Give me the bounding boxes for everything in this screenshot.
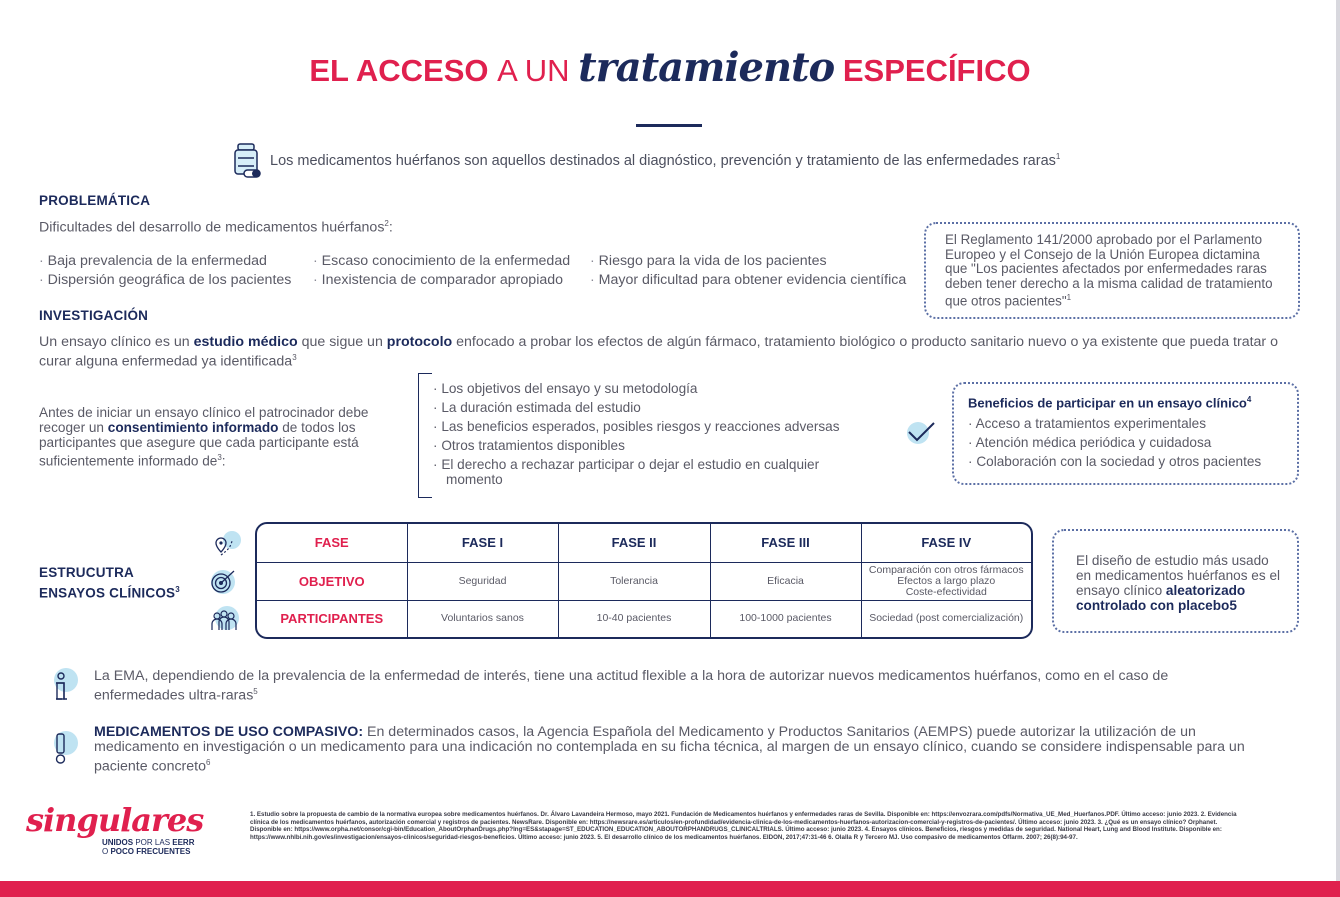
consentimiento-intro <box>39 405 399 469</box>
beneficios-heading <box>968 395 1297 410</box>
consent-ref: 3 <box>217 453 222 462</box>
diseno-text-bold: aleatorizado controlado con placebo5 <box>1076 583 1246 613</box>
title-part-3: tratamiento <box>578 44 835 91</box>
row-label-objetivo: OBJETIVO <box>257 562 407 600</box>
target-icon <box>207 568 241 598</box>
table-cell: 100-1000 pacientes <box>710 600 861 637</box>
investigacion-definition <box>39 335 1301 370</box>
def-ref: 3 <box>292 353 297 362</box>
group-people-icon <box>207 604 241 634</box>
intro-ref: 1 <box>1055 152 1061 161</box>
problematica-col-3 <box>590 252 906 290</box>
beneficios-heading-text: Beneficios de participar en un ensayo clínico <box>968 395 1247 411</box>
consent-item-text: El derecho a rechazar participar o dejar el estudio en cualquier momento <box>441 457 820 487</box>
list-item: · La duración estimada del estudio <box>433 400 641 415</box>
estructura-label <box>39 564 180 602</box>
list-item: · Riesgo para la vida de los pacientes <box>590 252 906 271</box>
list-item: · Baja prevalencia de la enfermedad <box>39 252 291 271</box>
reglamento-quote: El Reglamento 141/2000 aprobado por el Parlamento Europeo y el Consejo de la Unión Europea dictamina que "Los pacientes afectados por enfermedades raras deben tener derecho a la misma calidad de tratamiento que otros pacientes" <box>945 232 1273 309</box>
reglamento-box <box>924 222 1300 319</box>
consent-item-text: Los objetivos del ensayo y su metodología <box>441 381 698 396</box>
info-icon <box>46 667 80 705</box>
references-footnote: 1. Estudio sobre la propuesta de cambio de la normativa europea sobre medicamentos huérfanos. Dr. Álvaro Lavandeira Hermoso, mayo 2021. Fundación de Medicamentos huérfanos y enfermedades raras de Sevilla. Disponible en: https://envozrara.com/pdfs/Normativa_UE_Med_Huerfanos.PDF. Último acceso: junio 2023. 2. Evidencia clínica de los medicamentos huérfanos, autorización comercial y registros de pacientes. NewsRare. Disponible en: https://newsrare.es/articulos/en-profundidad/evidencia-clinica-de-los-medicamentos-huerfanos-autorizacion-comercial-y-registros-de-pacientes/. Último acceso: junio 2023. 3. ¿Qué es un ensayo clínico? Orphanet. Disponible en: https://www.orpha.net/consor/cgi-bin/Education_AboutOrphanDrugs.php?lng=ES&stapage=ST_EDUCATION_EDUCATION_ABOUTORPHANDRUGS_CLINICALTRIALS. Último acceso: junio 2023. 4. Ensayos clínicos. Beneficios, riesgos y medidas de seguridad. National Heart, Lung and Blood Institute. Disponible en: https://www.nhlbi.nih.gov/es/investigacion/ensayos-clinicos/seguridad-riesgos-beneficios. Último acceso: junio 2023. 5. El desarrollo clínico de los medicamentos huérfanos. EIDON, 2017;47:31-46 6. Olalla R y Tercero MJ. Uso compasivo de medicamentos Offarm. 2007; 26(8):94-97. <box>250 811 1237 841</box>
page-edge <box>1336 0 1340 881</box>
problematica-heading: PROBLEMÁTICA <box>39 193 151 208</box>
list-item: · El derecho a rechazar participar o dejar el estudio en cualquier momento <box>433 457 820 487</box>
problematica-subtitle <box>39 219 393 236</box>
beneficio-text: Atención médica periódica y cuidadosa <box>975 435 1212 451</box>
logo-wordmark: singulares <box>26 801 204 839</box>
reglamento-ref: 1 <box>1066 293 1072 303</box>
def-estudio-medico: estudio médico <box>193 334 298 350</box>
problematica-col-1 <box>39 252 291 290</box>
reglamento-text <box>945 233 1284 309</box>
title-part-2: A UN <box>497 53 570 88</box>
list-item: · Atención médica periódica y cuidadosa <box>968 435 1212 451</box>
row-label-participantes: PARTICIPANTES <box>257 600 407 637</box>
consent-bracket <box>418 373 432 498</box>
logo-por-las: POR LAS <box>133 838 173 847</box>
logo-tagline-1 <box>102 838 226 847</box>
table-row <box>257 524 1031 562</box>
estructura-label-line2 <box>39 581 180 602</box>
def-part-e: enfocado a probar los efectos de algún fármaco, tratamiento biológico o producto sanitario nuevo o ya existente que pueda tratar o curar alguna enfermedad ya identificada <box>39 334 1278 370</box>
investigacion-heading: INVESTIGACIÓN <box>39 308 149 323</box>
singulares-logo <box>26 802 226 856</box>
estructura-ref: 3 <box>175 585 180 594</box>
beneficios-ref: 4 <box>1246 395 1252 404</box>
logo-poco-frecuentes: POCO FRECUENTES <box>110 847 191 856</box>
def-part-c: que sigue un <box>297 334 387 350</box>
table-header-cell: FASE IV <box>861 524 1031 562</box>
fase4-objetivo-line: Efectos a largo plazo <box>897 574 996 587</box>
list-item: · Colaboración con la sociedad y otros pacientes <box>968 454 1262 470</box>
compasivo-ref: 6 <box>206 758 211 767</box>
pill-bottle-icon <box>232 142 262 180</box>
fase4-objetivo-line: Comparación con otros fármacos <box>868 563 1024 576</box>
beneficios-box <box>952 382 1299 485</box>
consent-item-text: La duración estimada del estudio <box>441 400 641 415</box>
table-row <box>257 562 1031 600</box>
def-protocolo: protocolo <box>386 334 453 350</box>
compasivo-text <box>94 725 1254 775</box>
table-cell: Sociedad (post comercialización) <box>861 600 1031 637</box>
estructura-label-line1: ESTRUCUTRA <box>39 565 134 580</box>
checkmark-icon <box>905 419 937 447</box>
intro-text <box>270 152 1060 169</box>
list-item: · Los objetivos del ensayo y su metodología <box>433 381 698 396</box>
beneficio-text: Acceso a tratamientos experimentales <box>975 416 1207 432</box>
table-cell: 10-40 pacientes <box>558 600 710 637</box>
list-item: · Escaso conocimiento de la enfermedad <box>313 252 570 271</box>
consent-bold: consentimiento informado <box>107 420 279 435</box>
exclamation-icon <box>46 730 80 768</box>
logo-o: O <box>102 847 111 856</box>
beneficio-text: Colaboración con la sociedad y otros pacientes <box>976 454 1262 470</box>
intro-sentence: Los medicamentos huérfanos son aquellos destinados al diagnóstico, prevención y tratamiento de las enfermedades raras <box>270 152 1056 169</box>
list-item: · Mayor dificultad para obtener evidencia científica <box>590 271 906 290</box>
list-item: · Inexistencia de comparador apropiado <box>313 271 570 290</box>
consent-item-text: Otros tratamientos disponibles <box>441 438 625 453</box>
diseno-text <box>1076 553 1287 613</box>
estructura-label-text: ENSAYOS CLÍNICOS <box>39 585 176 601</box>
table-cell: Eficacia <box>710 562 861 600</box>
list-item: · Las beneficios esperados, posibles riesgos y reacciones adversas <box>433 419 840 434</box>
diseno-box <box>1052 529 1299 633</box>
fase4-objetivo-line: Coste-efectividad <box>905 585 987 598</box>
footer-bar <box>0 881 1340 897</box>
table-header-cell: FASE <box>257 524 407 562</box>
table-cell: Tolerancia <box>558 562 710 600</box>
title-part-4: ESPECÍFICO <box>842 53 1031 88</box>
table-cell: Seguridad <box>407 562 558 600</box>
ema-ref: 5 <box>253 687 258 696</box>
consent-part-a: Antes de iniciar un ensayo clínico el patrocinador debe recoger un <box>39 405 369 435</box>
table-row <box>257 600 1031 637</box>
problematica-subtitle-colon: : <box>388 219 393 236</box>
table-header-cell: FASE III <box>710 524 861 562</box>
problematica-subtitle-text: Dificultades del desarrollo de medicamentos huérfanos <box>39 219 385 236</box>
list-item: · Acceso a tratamientos experimentales <box>968 416 1207 432</box>
title-part-1: EL ACCESO <box>309 53 489 88</box>
ema-text <box>94 669 1244 704</box>
table-header-cell: FASE II <box>558 524 710 562</box>
consent-list <box>433 381 863 487</box>
table-cell: Voluntarios sanos <box>407 600 558 637</box>
table-header-cell: FASE I <box>407 524 558 562</box>
compasivo-label: MEDICAMENTOS DE USO COMPASIVO: <box>94 724 364 740</box>
logo-tagline-2 <box>102 847 226 856</box>
diseno-text-a: El diseño de estudio más usado en medicamentos huérfanos es el ensayo clínico <box>1076 553 1281 598</box>
ema-sentence: La EMA, dependiendo de la prevalencia de la enfermedad de interés, tiene una actitud flexible a la hora de autorizar nuevos medicamentos huérfanos, como en el caso de enfermedades ultra-raras <box>94 668 1169 704</box>
problematica-col-2 <box>313 252 570 290</box>
list-item: · Dispersión geográfica de los pacientes <box>39 271 291 290</box>
logo-unidos: UNIDOS <box>102 838 134 847</box>
def-part-a: Un ensayo clínico es un <box>39 334 194 350</box>
phase-table <box>255 522 1033 639</box>
problematica-ref: 2 <box>384 219 389 228</box>
compasivo-sentence: En determinados casos, la Agencia Española del Medicamento y Productos Sanitarios (AEMPS) puede autorizar la utilización de un medicamento en investigación o un medicamento para una indicación no contemplada en su ficha técnica, al margen de un ensayo clínico, cuando se considere indispensable para un paciente concreto <box>94 724 1245 775</box>
list-item: · Otros tratamientos disponibles <box>433 438 625 453</box>
consent-part-c: de todos los participantes que asegure que cada participante está suficientemente informado de <box>39 420 359 469</box>
page-title <box>0 44 1340 91</box>
map-pin-icon <box>208 529 242 559</box>
table-cell <box>861 562 1031 600</box>
consent-colon: : <box>221 453 226 469</box>
consent-item-text: Las beneficios esperados, posibles riesgos y reacciones adversas <box>441 419 840 434</box>
logo-eerr: EERR <box>172 838 195 847</box>
title-divider <box>636 124 702 127</box>
